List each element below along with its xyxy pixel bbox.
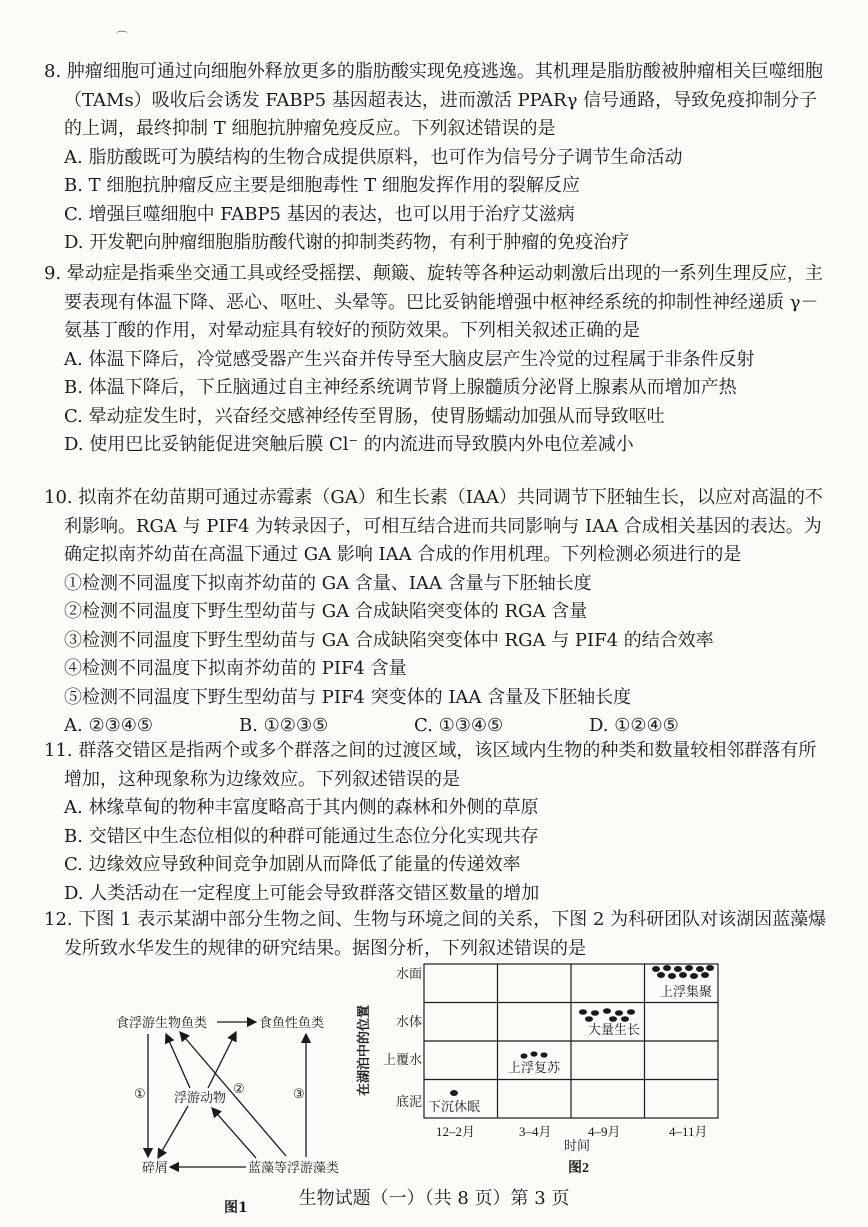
x-period-4: 4–11月 [669,1124,708,1139]
y-level-water: 水体 [396,1014,423,1029]
corner-mark: ⌒ [116,30,129,44]
x-period-2: 3–4月 [519,1124,552,1139]
y-axis-label: 在湖泊中的位置 [356,1004,371,1096]
page-footer: 生物试题（一）（共 8 页）第 3 页 [298,1188,570,1209]
question-8 [44,58,834,258]
node-plankton-fish: 食浮游生物鱼类 [116,1015,208,1030]
q10-option-c: C. ①③④⑤ [414,715,504,736]
q10-option-d: D. ①②④⑤ [589,715,679,736]
stage-float-gather: 上浮集聚 [660,984,713,999]
q9-stem: 9. 晕动症是指乘坐交通工具或经受摇摆、颠簸、旋转等各种运动刺激后出现的一系列生理反应，主要表现有体温下降、恶心、呕吐、头晕等。巴比妥钠能增强中枢神经系统的抑制性神经递质 γ－氨基丁酸的作用，对晕动症具有较好的预防效果。下列相关叙述正确的是 [44,263,823,341]
q9-option-b: B. 体温下降后，下丘脑通过自主神经系统调节肾上腺髓质分泌肾上腺素从而增加产热 [64,377,737,398]
mark-3: ③ [293,1086,305,1101]
x-period-1: 12–2月 [436,1124,476,1139]
node-detritus: 碎屑 [142,1160,169,1175]
q11-option-a: A. 林缘草甸的物种丰富度略高于其内侧的森林和外侧的草原 [64,797,539,818]
arrow-zoo-to-fish [166,1034,190,1088]
x-period-3: 4–9月 [588,1124,621,1139]
figure-1-food-web [96,1000,376,1216]
x-axis-label: 时间 [564,1138,591,1153]
q9-option-c: C. 晕动症发生时，兴奋经交感神经传至胃肠，使胃肠蠕动加强从而导致呕吐 [64,405,665,427]
q9-option-a: A. 体温下降后，冷觉感受器产生兴奋并传导至大脑皮层产生冷觉的过程属于非条件反射 [64,348,755,370]
question-12 [44,906,834,963]
node-zooplankton: 浮游动物 [174,1090,227,1105]
q10-item-3: ③检测不同温度下野生型幼苗与 GA 合成缺陷突变体中 RGA 与 PIF4 的结合效率 [64,629,714,651]
node-algae: 蓝藻等浮游藻类 [248,1160,340,1175]
q11-option-d: D. 人类活动在一定程度上可能会导致群落交错区数量的增加 [64,882,540,904]
figure-2-bloom-diagram [356,956,726,1180]
q10-item-1: ①检测不同温度下拟南芥幼苗的 GA 含量、IAA 含量与下胚轴长度 [64,572,592,594]
figure-2-caption: 图2 [568,1161,589,1176]
q8-option-c: C. 增强巨噬细胞中 FABP5 基因的表达，也可以用于治疗艾滋病 [64,203,575,225]
q8-option-a: A. 脂肪酸既可为膜结构的生物合成提供原料，也可作为信号分子调节生命活动 [64,146,683,168]
q8-option-b: B. T 细胞抗肿瘤反应主要是细胞毒性 T 细胞发挥作用的裂解反应 [64,175,580,196]
q11-option-c: C. 边缘效应导致种间竞争加剧从而降低了能量的传递效率 [64,854,521,875]
figure-1-caption: 图1 [224,1200,248,1216]
arrow-zoo-to-detritus [158,1106,188,1158]
q10-option-b: B. ①②③⑤ [239,715,329,736]
y-level-sediment: 底泥 [396,1094,423,1109]
q12-stem: 12. 下图 1 表示某湖中部分生物之间、生物与环境之间的关系，下图 2 为科研团队对该湖因蓝藻爆发所致水华发生的规律的研究结果。据图分析，下列叙述错误的是 [44,909,827,959]
stage-float-revive: 上浮复苏 [508,1060,561,1075]
q11-stem: 11. 群落交错区是指两个或多个群落之间的过渡区域，该区域内生物的种类和数量较相邻群落有所增加，这种现象称为边缘效应。下列叙述错误的是 [44,740,817,790]
question-11 [44,737,834,908]
arrow-algae-to-zoo [212,1108,256,1158]
arrow-zoo-to-carnivore [208,1032,236,1088]
y-level-surface: 水面 [396,966,423,981]
node-carnivore-fish: 食鱼性鱼类 [259,1015,325,1030]
q10-item-5: ⑤检测不同温度下野生型幼苗与 PIF4 突变体的 IAA 含量及下胚轴长度 [64,686,632,708]
q10-item-4: ④检测不同温度下拟南芥幼苗的 PIF4 含量 [64,658,407,679]
q10-stem: 10. 拟南芥在幼苗期可通过赤霉素（GA）和生长素（IAA）共同调节下胚轴生长，以应对高温的不利影响。RGA 与 PIF4 为转录因子，可相互结合进而共同影响与 IAA 合成相关基因的表达。为确定拟南芥幼苗在高温下通过 GA 影响 IAA 合成的作用机理。下列检测必须进行的是 [44,487,823,565]
question-9 [44,260,834,460]
mark-2: ② [233,1081,245,1096]
q11-option-b: B. 交错区中生态位相似的种群可能通过生态位分化实现共存 [64,825,539,847]
y-level-overlying: 上覆水 [383,1052,423,1067]
stage-mass-growth: 大量生长 [588,1022,641,1037]
q8-option-d: D. 开发靶向肿瘤细胞脂肪酸代谢的抑制类药物，有利于肿瘤的免疫治疗 [64,232,630,253]
question-10 [44,484,834,741]
q10-option-a: A. ②③④⑤ [64,715,153,736]
q9-option-d: D. 使用巴比妥钠能促进突触后膜 Cl⁻ 的内流进而导致膜内外电位差减小 [64,434,634,455]
q8-stem: 8. 肿瘤细胞可通过向细胞外释放更多的脂肪酸实现免疫逃逸。其机理是脂肪酸被肿瘤相关巨噬细胞（TAMs）吸收后会诱发 FABP5 基因超表达，进而激活 PPARγ 信号通路，导致免疫抑制分子的上调，最终抑制 T 细胞抗肿瘤免疫反应。下列叙述错误的是 [44,61,823,139]
stage-sink-dormant: 下沉休眠 [428,1099,481,1114]
mark-1: ① [134,1086,146,1101]
q10-item-2: ②检测不同温度下野生型幼苗与 GA 合成缺陷突变体的 RGA 含量 [64,601,588,622]
